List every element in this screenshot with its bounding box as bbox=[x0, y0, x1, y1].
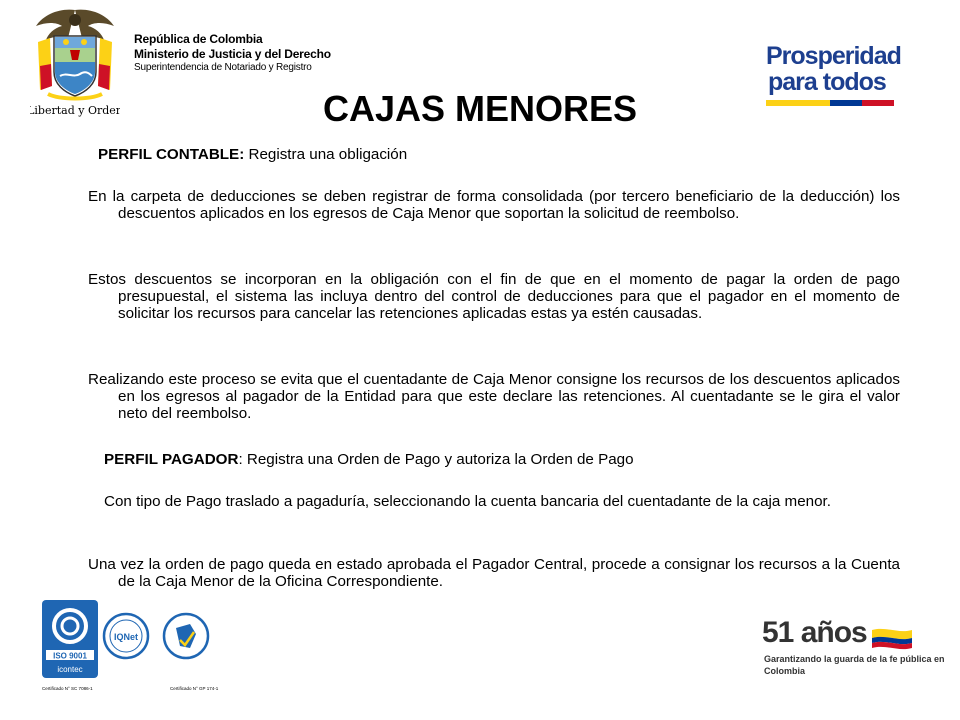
section-perfil-contable bbox=[98, 146, 407, 163]
section-text: Registra una obligación bbox=[244, 146, 408, 163]
svg-text:IQNet: IQNet bbox=[113, 632, 139, 642]
section-perfil-pagador bbox=[104, 451, 634, 468]
anniversary-tagline: Garantizando la guarda de la fe pública en bbox=[764, 654, 945, 664]
org-country: República de Colombia bbox=[134, 32, 263, 46]
paragraph: En la carpeta de deducciones se deben registrar de forma consolidada (por tercero beneficiario de la deducción) los descuentos aplicados en los egresos de Caja Menor que soportan la solicitud de reembolso. bbox=[88, 188, 900, 222]
slogan-line2: para todos bbox=[768, 68, 886, 96]
organization-header bbox=[134, 32, 331, 75]
paragraph: Realizando este proceso se evita que el cuentadante de Caja Menor consigne los recursos de los descuentos aplicados en los egresos al pagador de la Entidad para que este declare las retenciones. Al cuentadante se le gira el valor neto del reembolso. bbox=[88, 371, 900, 422]
anniversary-number: 51 años bbox=[762, 616, 867, 649]
svg-text:ISO 9001: ISO 9001 bbox=[53, 651, 87, 661]
paragraph: Estos descuentos se incorporan en la obligación con el fin de que en el momento de pagar la orden de pago presupuestal, el sistema las incluya dentro del control de deducciones para que el pagador en el momento de solicitar los recursos para cancelar las retenciones aplicadas estas ya estén causadas. bbox=[88, 271, 900, 322]
page-title: CAJAS MENORES bbox=[322, 88, 638, 129]
svg-text:Certificado N° SC 7086-1: Certificado N° SC 7086-1 bbox=[42, 686, 93, 691]
slogan-line1: Prosperidad bbox=[766, 42, 901, 70]
svg-text:Certificado N° GP 174-1: Certificado N° GP 174-1 bbox=[170, 686, 219, 691]
org-agency: Superintendencia de Notariado y Registro bbox=[134, 62, 312, 73]
paragraph: Con tipo de Pago traslado a pagaduría, seleccionando la cuenta bancaria del cuentadante de la caja menor. bbox=[104, 493, 831, 510]
section-label: PERFIL PAGADOR bbox=[104, 451, 239, 468]
motto-text: Libertad y Orden bbox=[30, 104, 120, 117]
anniversary-logo bbox=[760, 616, 945, 686]
section-text: : Registra una Orden de Pago y autoriza la Orden de Pago bbox=[238, 451, 634, 468]
certification-logos bbox=[40, 600, 220, 692]
paragraph: Una vez la orden de pago queda en estado aprobada el Pagador Central, procede a consignar los recursos a la Cuenta de la Caja Menor de la Oficina Correspondiente. bbox=[88, 556, 900, 590]
org-ministry: Ministerio de Justicia y del Derecho bbox=[134, 47, 331, 61]
svg-text:icontec: icontec bbox=[57, 665, 83, 674]
section-label: PERFIL CONTABLE: bbox=[98, 146, 245, 163]
anniversary-country: Colombia bbox=[764, 666, 806, 676]
colombia-flag-icon bbox=[872, 626, 912, 650]
